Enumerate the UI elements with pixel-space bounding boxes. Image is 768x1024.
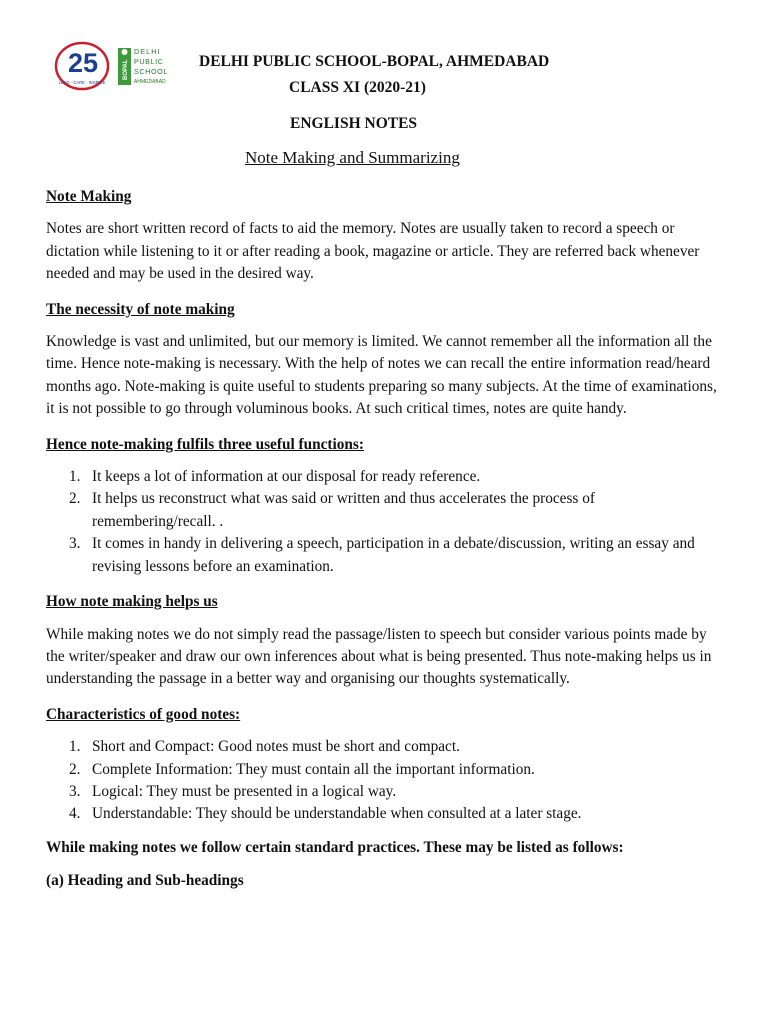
- list-item: 2. It helps us reconstruct what was said or written and thus accelerates the process of remembering/recall. .: [69, 490, 595, 530]
- seal-side: BOPAL: [123, 59, 129, 80]
- heading-note-making: Note Making: [46, 188, 132, 205]
- paragraph-practices: While making notes we follow certain standard practices. These may be listed as follows:: [46, 838, 624, 856]
- logo-tagline: LEAD · CARE · INSPIRE: [58, 80, 106, 85]
- paragraph-necessity: Knowledge is vast and unlimited, but our memory is limited. We cannot remember all the information all the time. Hence note-making is necessary. With the help of notes we can recall the entire information read/heard months ago. Note-making is quite useful to students preparing so many subjects. At the time of examinations, it is not possible to go through voluminous books. At such critical times, notes are quite handy.: [46, 333, 717, 418]
- functions-list: [46, 466, 722, 578]
- list-item: 1. It keeps a lot of information at our disposal for ready reference.: [69, 468, 481, 486]
- school-logo: [52, 38, 182, 98]
- heading-characteristics: Characteristics of good notes:: [46, 705, 241, 723]
- list-item: 3. Logical: They must be presented in a logical way.: [69, 782, 397, 800]
- class-line: CLASS XI (2020-21): [289, 79, 426, 96]
- document-body: [46, 186, 722, 893]
- heading-functions: Hence note-making fulfils three useful functions:: [46, 435, 364, 453]
- seal-line-3: SCHOOL: [134, 67, 168, 76]
- list-item: 2. Complete Information: They must contain all the important information.: [69, 760, 535, 778]
- seal-line-2: PUBLIC: [134, 57, 164, 66]
- list-item: 3. It comes in handy in delivering a speech, participation in a debate/discussion, writing an essay and revising lessons before an examination.: [69, 535, 695, 575]
- document-title: Note Making and Summarizing: [245, 148, 460, 167]
- list-item: 1. Short and Compact: Good notes must be short and compact.: [69, 738, 460, 756]
- list-item: 4. Understandable: They should be understandable when consulted at a later stage.: [69, 805, 582, 823]
- seal-sub: AHMEDABAD: [134, 79, 166, 85]
- paragraph-helps: While making notes we do not simply read the passage/listen to speech but consider various points made by the writer/speaker and draw our own inferences about what is being presented. Thus note-making helps us in understanding the passage in a better way and organising our thoughts systematically.: [46, 625, 712, 688]
- subject-line: ENGLISH NOTES: [290, 115, 418, 132]
- heading-necessity: The necessity of note making: [46, 300, 235, 318]
- heading-a-heading-subheadings: (a) Heading and Sub-headings: [46, 872, 244, 890]
- heading-helps: How note making helps us: [46, 593, 218, 611]
- seal-line-1: DELHI: [134, 47, 161, 56]
- logo-number: 25: [67, 48, 99, 78]
- characteristics-list: [46, 736, 722, 826]
- school-name: DELHI PUBLIC SCHOOL-BOPAL, AHMEDABAD: [199, 53, 550, 70]
- paragraph-note-making: Notes are short written record of facts to aid the memory. Notes are usually taken to record a speech or dictation while listening to it or after reading a book, magazine or article. They are referred back whenever needed and may be used in the desired way.: [46, 220, 700, 283]
